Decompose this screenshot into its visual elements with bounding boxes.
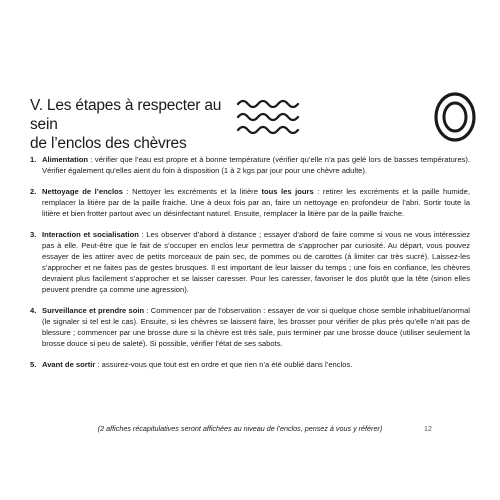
step-number: 1.: [30, 155, 37, 164]
step-item: [30, 154, 470, 176]
step-item: [30, 305, 470, 349]
step-item: [30, 359, 470, 370]
concentric-circles-icon: [433, 91, 477, 143]
step-text: : assurez-vous que tout est en ordre et que rien n’a été oublié dans l’enclos.: [95, 360, 353, 369]
step-number: 5.: [30, 360, 37, 369]
section-title-line-1: V. Les étapes à respecter au sein: [30, 97, 222, 133]
step-label: Interaction et socialisation: [42, 230, 139, 239]
step-emphasis: tous les jours: [261, 187, 314, 196]
step-label: Nettoyage de l’enclos: [42, 187, 123, 196]
step-text: : Nettoyer les excréments et la litière: [122, 187, 262, 196]
step-text: : retirer les excréments et la paille humide, remplacer la litière par de la paille fraiche. Une à deux fois par an, faire un nettoyage en profondeur de l’abri. Sortir toute la litière et bien frotter partout avec un désinfectant naturel. Ensuite, remplacer la litière par de la paille fraiche.: [42, 187, 470, 218]
step-text: : Les observer d’abord à distance ; essayer d’abord de faire comme si vous ne vous intéressiez pas à elle. Peut-être que le fait de s’occuper en enclos leur permettra de s’approcher par curiosité. Au départ, vous pouvez essayer de les attirer avec de petits morceaux de pain sec, de pommes ou de carottes (à limiter car très sucré). Laissez-les s’approcher et ne faites pas de gestes brusques. Il est important de leur laisser du temps ; une fois en confiance, les chèvres devraient plus facilement s’approcher et se laisser caresser. Pour les caresser, favoriser le dos plutôt que la tête (sinon elles peuvent prendre ça comme une agression).: [42, 230, 470, 294]
step-label: Alimentation: [42, 155, 88, 164]
step-number: 4.: [30, 306, 37, 315]
steps-list: [30, 154, 470, 380]
section-title: [30, 96, 250, 153]
step-text: : Commencer par de l’observation : essayer de voir si quelque chose semble inhabituel/anormal (le signaler si tel est le cas). Ensuite, si les chèvres se laissent faire, les brosser pour vérifier de plus près qu’elle n’ait pas de blessure ; commencer par une brosse dure si la chèvre est très sale, puis terminer par une brosse douce (utiliser seulement la brosse douce si peu de saleté). Si possible, vérifier l’état de ses sabots.: [42, 306, 470, 348]
step-text: : vérifier que l’eau est propre et à bonne température (vérifier qu’elle n’a pas gelé lors de basses températures). Vérifier également qu’elles aient du foin à disposition (1 à 2 kgs par jour pour une chèvre adulte).: [42, 155, 470, 175]
step-label: Avant de sortir: [42, 360, 96, 369]
step-item: [30, 229, 470, 295]
section-title-line-2: de l’enclos des chèvres: [30, 135, 187, 152]
footer-note: (2 affiches récapitulatives seront affichées au niveau de l’enclos, pensez à vous y référer): [97, 424, 383, 433]
step-number: 2.: [30, 187, 37, 196]
wave-lines-icon: [236, 98, 300, 136]
step-number: 3.: [30, 230, 37, 239]
step-label: Surveillance et prendre soin: [42, 306, 145, 315]
step-item: [30, 186, 470, 219]
page-number: 12: [424, 424, 432, 433]
